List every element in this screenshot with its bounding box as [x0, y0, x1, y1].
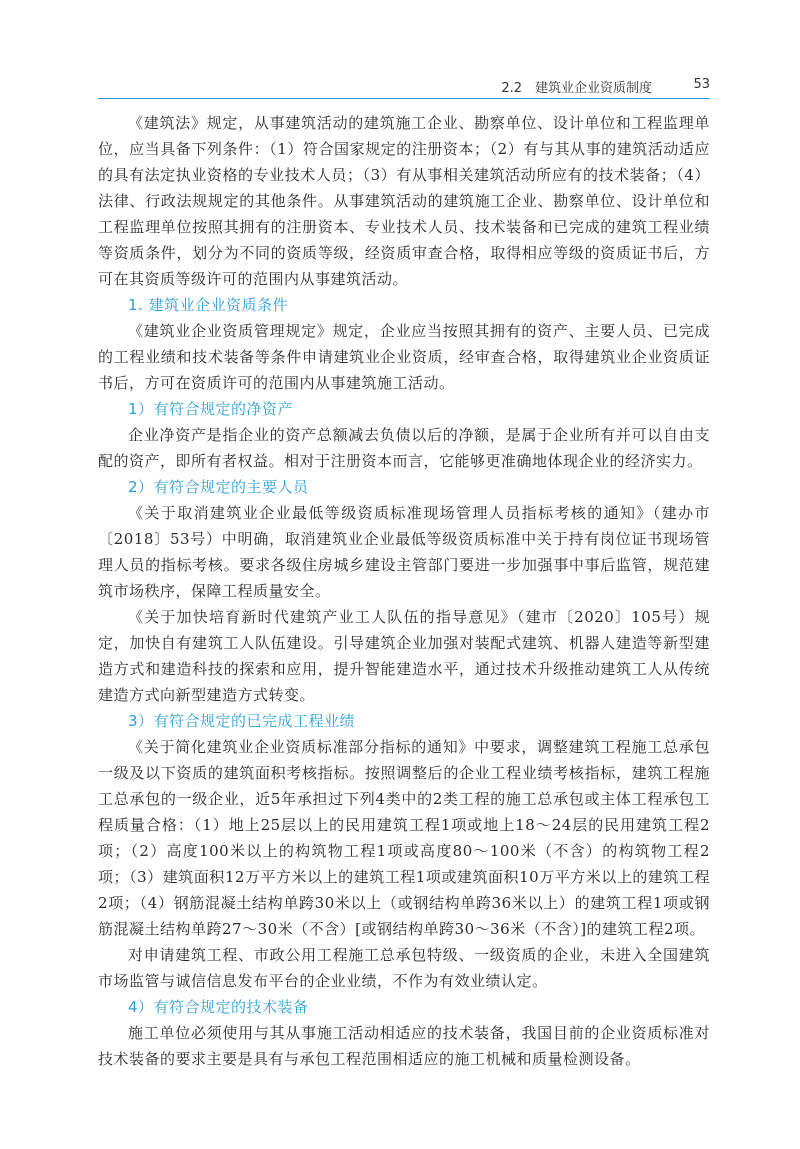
paragraph: 《关于加快培育新时代建筑产业工人队伍的指导意见》（建市〔2020〕105号）规定，加快自有建筑工人队伍建设。引导建筑企业加强对装配式建筑、机器人建造等新型建造方式和建造科技的探索和应用，提升智能建造水平，通过技术升级推动建筑工人从传统建造方式向新型建造方式转变。 — [98, 608, 710, 704]
subsection-heading: 1）有符合规定的净资产 — [128, 400, 294, 418]
paragraph: 《关于取消建筑业企业最低等级资质标准现场管理人员指标考核的通知》（建办市〔2018〕53号）中明确，取消建筑业企业最低等级资质标准中关于持有岗位证书现场管理人员的指标考核。要求各级住房城乡建设主管部门要进一步加强事中事后监管，规范建筑市场秩序，保障工程质量安全。 — [98, 504, 710, 600]
subsection-heading: 4）有符合规定的技术装备 — [128, 998, 309, 1016]
paragraph: 《建筑法》规定，从事建筑活动的建筑施工企业、勘察单位、设计单位和工程监理单位，应当具备下列条件：（1）符合国家规定的注册资本；（2）有与其从事的建筑活动适应的具有法定执业资格的专业技术人员；（3）有从事相关建筑活动所应有的技术装备；（4）法律、行政法规规定的其他条件。从事建筑活动的建筑施工企业、勘察单位、设计单位和工程监理单位按照其拥有的注册资本、专业技术人员、技术装备和已完成的建筑工程业绩等资质条件，划分为不同的资质等级，经资质审查合格，取得相应等级的资质证书后，方可在其资质等级许可的范围内从事建筑活动。 — [98, 114, 710, 288]
paragraph: 企业净资产是指企业的资产总额减去负债以后的净额，是属于企业所有并可以自由支配的资产，即所有者权益。相对于注册资本而言，它能够更准确地体现企业的经济实力。 — [98, 426, 710, 470]
running-header — [98, 72, 710, 99]
paragraph: 《建筑业企业资质管理规定》规定，企业应当按照其拥有的资产、主要人员、已完成的工程业绩和技术装备等条件申请建筑业企业资质，经审查合格，取得建筑业企业资质证书后，方可在资质许可的范围内从事建筑施工活动。 — [98, 322, 710, 392]
section-heading: 1. 建筑业企业资质条件 — [128, 296, 289, 314]
paragraph: 对申请建筑工程、市政公用工程施工总承包特级、一级资质的企业，未进入全国建筑市场监管与诚信信息发布平台的企业业绩，不作为有效业绩认定。 — [98, 946, 710, 990]
subsection-heading: 2）有符合规定的主要人员 — [128, 478, 309, 496]
subsection-heading: 3）有符合规定的已完成工程业绩 — [128, 712, 356, 730]
body-text — [98, 110, 710, 1072]
paragraph: 施工单位必须使用与其从事施工活动相适应的技术装备，我国目前的企业资质标准对技术装备的要求主要是具有与承包工程范围相适应的施工机械和质量检测设备。 — [98, 1024, 710, 1068]
chapter-title: 2.2 建筑业企业资质制度 — [501, 81, 652, 96]
paragraph: 《关于简化建筑业企业资质标准部分指标的通知》中要求，调整建筑工程施工总承包一级及以下资质的建筑面积考核指标。按照调整后的企业工程业绩考核指标，建筑工程施工总承包的一级企业，近5年承担过下列4类中的2类工程的施工总承包或主体工程承包工程质量合格：（1）地上25层以上的民用建筑工程1项或地上18～24层的民用建筑工程2项；（2）高度100米以上的构筑物工程1项或高度80～100米（不含）的构筑物工程2项；（3）建筑面积12万平方米以上的建筑工程1项或建筑面积10万平方米以上的建筑工程2项；（4）钢筋混凝土结构单跨30米以上（或钢结构单跨36米以上）的建筑工程1项或钢筋混凝土结构单跨27～30米（不含）[或钢结构单跨30～36米（不含）]的建筑工程2项。 — [98, 738, 710, 938]
page-number: 53 — [693, 77, 710, 92]
